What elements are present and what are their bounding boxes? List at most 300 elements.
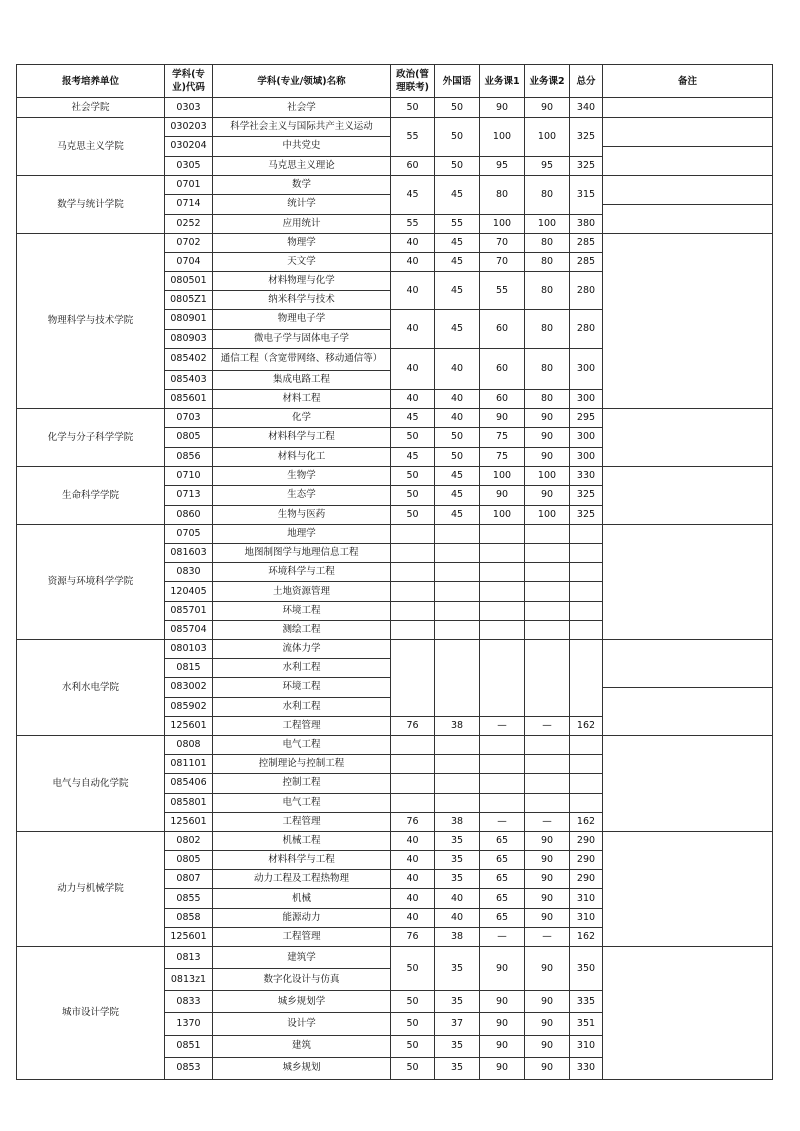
- major-code: 085601: [165, 390, 213, 409]
- header-course2: 业务课2: [525, 65, 570, 98]
- course2-score: 100: [525, 467, 570, 486]
- total-score: 310: [570, 889, 603, 908]
- foreign-language-score: [435, 774, 480, 793]
- major-name: 材料科学与工程: [213, 428, 391, 447]
- major-name: 化学: [213, 409, 391, 428]
- unit-name: 社会学院: [17, 98, 165, 118]
- politics-score: 50: [391, 1035, 435, 1057]
- course2-score: [525, 736, 570, 755]
- major-code: 0856: [165, 447, 213, 466]
- unit-name: 生命科学学院: [17, 467, 165, 525]
- table-row: [17, 176, 773, 195]
- course1-score: [480, 640, 525, 717]
- course1-score: 80: [480, 176, 525, 215]
- major-code: 0710: [165, 467, 213, 486]
- foreign-language-score: 35: [435, 1035, 480, 1057]
- total-score: [570, 620, 603, 639]
- note-segment: [603, 525, 772, 639]
- politics-score: 40: [391, 390, 435, 409]
- note-segment: [603, 409, 772, 466]
- foreign-language-score: 35: [435, 1057, 480, 1079]
- foreign-language-score: [435, 582, 480, 601]
- note-segment: [603, 467, 772, 524]
- major-code: 0805Z1: [165, 291, 213, 310]
- foreign-language-score: 40: [435, 409, 480, 428]
- foreign-language-score: [435, 736, 480, 755]
- major-code: 0714: [165, 195, 213, 214]
- politics-score: 40: [391, 272, 435, 310]
- course1-score: [480, 525, 525, 544]
- foreign-language-score: 55: [435, 214, 480, 233]
- header-foreign-language: 外国语: [435, 65, 480, 98]
- foreign-language-score: 45: [435, 467, 480, 486]
- foreign-language-score: 37: [435, 1013, 480, 1035]
- course1-score: —: [480, 716, 525, 735]
- foreign-language-score: 35: [435, 947, 480, 991]
- major-code: 0703: [165, 409, 213, 428]
- major-name: 流体力学: [213, 640, 391, 659]
- major-code: 085704: [165, 620, 213, 639]
- politics-score: [391, 774, 435, 793]
- course2-score: 90: [525, 889, 570, 908]
- politics-score: [391, 755, 435, 774]
- major-name: 设计学: [213, 1013, 391, 1035]
- course2-score: [525, 582, 570, 601]
- major-code: 080501: [165, 272, 213, 291]
- foreign-language-score: 40: [435, 348, 480, 389]
- major-name: 土地资源管理: [213, 582, 391, 601]
- course1-score: 75: [480, 447, 525, 466]
- course1-score: 90: [480, 1057, 525, 1079]
- major-name: 机械工程: [213, 832, 391, 851]
- unit-name: 数学与统计学院: [17, 176, 165, 234]
- unit-name: 动力与机械学院: [17, 832, 165, 947]
- major-name: 材料工程: [213, 390, 391, 409]
- major-code: 0805: [165, 428, 213, 447]
- major-name: 建筑学: [213, 947, 391, 969]
- total-score: 290: [570, 870, 603, 889]
- politics-score: 76: [391, 927, 435, 946]
- note-cell: [603, 832, 773, 947]
- note-segment: [603, 205, 772, 234]
- foreign-language-score: 38: [435, 927, 480, 946]
- foreign-language-score: [435, 544, 480, 563]
- note-segment: [603, 832, 772, 946]
- foreign-language-score: 38: [435, 716, 480, 735]
- major-name: 水利工程: [213, 697, 391, 716]
- course1-score: [480, 793, 525, 812]
- total-score: 325: [570, 156, 603, 175]
- politics-score: 40: [391, 348, 435, 389]
- politics-score: 50: [391, 1057, 435, 1079]
- total-score: [570, 793, 603, 812]
- major-code: 081603: [165, 544, 213, 563]
- total-score: 330: [570, 467, 603, 486]
- course2-score: 90: [525, 947, 570, 991]
- major-name: 城乡规划: [213, 1057, 391, 1079]
- major-name: 机械: [213, 889, 391, 908]
- course1-score: 65: [480, 832, 525, 851]
- foreign-language-score: [435, 755, 480, 774]
- major-name: 中共党史: [213, 137, 391, 156]
- course1-score: [480, 736, 525, 755]
- header-major: 学科(专业/领域)名称: [213, 65, 391, 98]
- header-code: 学科(专业)代码: [165, 65, 213, 98]
- major-code: 030203: [165, 118, 213, 137]
- total-score: 162: [570, 927, 603, 946]
- major-code: 085902: [165, 697, 213, 716]
- major-name: 材料物理与化学: [213, 272, 391, 291]
- major-name: 环境工程: [213, 678, 391, 697]
- politics-score: 50: [391, 98, 435, 118]
- major-code: 030204: [165, 137, 213, 156]
- major-code: 0808: [165, 736, 213, 755]
- major-code: 0252: [165, 214, 213, 233]
- unit-name: 马克思主义学院: [17, 118, 165, 176]
- total-score: [570, 525, 603, 544]
- note-segment: [603, 176, 772, 205]
- major-code: 0855: [165, 889, 213, 908]
- total-score: 300: [570, 447, 603, 466]
- total-score: 325: [570, 505, 603, 524]
- header-row: [17, 65, 773, 98]
- course2-score: 90: [525, 832, 570, 851]
- course2-score: 80: [525, 272, 570, 310]
- politics-score: 40: [391, 889, 435, 908]
- total-score: 162: [570, 812, 603, 831]
- course2-score: 90: [525, 870, 570, 889]
- course1-score: —: [480, 927, 525, 946]
- course1-score: [480, 774, 525, 793]
- major-name: 微电子学与固体电子学: [213, 329, 391, 348]
- politics-score: 60: [391, 156, 435, 175]
- foreign-language-score: 50: [435, 98, 480, 118]
- total-score: 335: [570, 991, 603, 1013]
- major-code: 083002: [165, 678, 213, 697]
- course2-score: —: [525, 927, 570, 946]
- note-segment: [603, 147, 772, 176]
- politics-score: 50: [391, 505, 435, 524]
- total-score: 380: [570, 214, 603, 233]
- course1-score: 90: [480, 486, 525, 505]
- course1-score: 90: [480, 98, 525, 118]
- course1-score: 90: [480, 1035, 525, 1057]
- course2-score: —: [525, 716, 570, 735]
- major-code: 0813: [165, 947, 213, 969]
- note-segment: [603, 98, 772, 117]
- major-name: 能源动力: [213, 908, 391, 927]
- total-score: 315: [570, 176, 603, 215]
- course1-score: 60: [480, 310, 525, 348]
- total-score: 280: [570, 272, 603, 310]
- course2-score: 80: [525, 310, 570, 348]
- total-score: [570, 601, 603, 620]
- major-name: 纳米科学与技术: [213, 291, 391, 310]
- total-score: 285: [570, 234, 603, 253]
- major-code: 1370: [165, 1013, 213, 1035]
- course2-score: —: [525, 812, 570, 831]
- foreign-language-score: 50: [435, 156, 480, 175]
- note-segment: [603, 688, 772, 736]
- foreign-language-score: 45: [435, 505, 480, 524]
- unit-name: 城市设计学院: [17, 947, 165, 1080]
- table-row: [17, 234, 773, 253]
- politics-score: 40: [391, 851, 435, 870]
- unit-name: 水利水电学院: [17, 640, 165, 736]
- major-code: 0813z1: [165, 969, 213, 991]
- total-score: [570, 736, 603, 755]
- foreign-language-score: 45: [435, 272, 480, 310]
- course2-score: [525, 640, 570, 717]
- total-score: 290: [570, 851, 603, 870]
- header-note: 备注: [603, 65, 773, 98]
- politics-score: 50: [391, 428, 435, 447]
- major-name: 控制工程: [213, 774, 391, 793]
- course2-score: 90: [525, 428, 570, 447]
- total-score: 300: [570, 348, 603, 389]
- politics-score: [391, 640, 435, 717]
- course2-score: [525, 774, 570, 793]
- major-code: 125601: [165, 927, 213, 946]
- politics-score: 45: [391, 176, 435, 215]
- major-code: 125601: [165, 716, 213, 735]
- major-name: 电气工程: [213, 736, 391, 755]
- foreign-language-score: 45: [435, 486, 480, 505]
- table-row: [17, 947, 773, 969]
- major-code: 0805: [165, 851, 213, 870]
- foreign-language-score: [435, 640, 480, 717]
- course2-score: [525, 601, 570, 620]
- note-cell: [603, 736, 773, 832]
- course2-score: 90: [525, 486, 570, 505]
- major-name: 马克思主义理论: [213, 156, 391, 175]
- politics-score: [391, 544, 435, 563]
- major-name: 城乡规划学: [213, 991, 391, 1013]
- major-name: 生态学: [213, 486, 391, 505]
- total-score: [570, 640, 603, 717]
- major-name: 物理学: [213, 234, 391, 253]
- course1-score: 95: [480, 156, 525, 175]
- note-cell: [603, 640, 773, 736]
- course1-score: 90: [480, 947, 525, 991]
- unit-name: 电气与自动化学院: [17, 736, 165, 832]
- course2-score: 80: [525, 234, 570, 253]
- major-code: 0851: [165, 1035, 213, 1057]
- course1-score: 90: [480, 409, 525, 428]
- politics-score: 55: [391, 118, 435, 157]
- header-unit: 报考培养单位: [17, 65, 165, 98]
- politics-score: 40: [391, 832, 435, 851]
- foreign-language-score: 35: [435, 870, 480, 889]
- politics-score: 50: [391, 1013, 435, 1035]
- table-row: [17, 736, 773, 755]
- table-row: [17, 832, 773, 851]
- major-name: 天文学: [213, 253, 391, 272]
- course2-score: 80: [525, 176, 570, 215]
- note-cell: [603, 176, 773, 234]
- course2-score: 90: [525, 851, 570, 870]
- course1-score: [480, 601, 525, 620]
- major-name: 应用统计: [213, 214, 391, 233]
- politics-score: 50: [391, 467, 435, 486]
- politics-score: 40: [391, 310, 435, 348]
- politics-score: 76: [391, 716, 435, 735]
- table-row: [17, 98, 773, 118]
- major-name: 集成电路工程: [213, 371, 391, 390]
- major-code: 085402: [165, 348, 213, 370]
- note-segment: [603, 234, 772, 408]
- foreign-language-score: 45: [435, 176, 480, 215]
- course2-score: 90: [525, 1057, 570, 1079]
- course2-score: 90: [525, 447, 570, 466]
- course1-score: 100: [480, 214, 525, 233]
- course1-score: 65: [480, 889, 525, 908]
- total-score: 310: [570, 908, 603, 927]
- note-cell: [603, 118, 773, 176]
- foreign-language-score: 45: [435, 253, 480, 272]
- politics-score: 40: [391, 253, 435, 272]
- major-code: 080903: [165, 329, 213, 348]
- major-code: 0701: [165, 176, 213, 195]
- major-name: 数学: [213, 176, 391, 195]
- course2-score: 100: [525, 505, 570, 524]
- course2-score: [525, 544, 570, 563]
- politics-score: 76: [391, 812, 435, 831]
- total-score: 330: [570, 1057, 603, 1079]
- unit-name: 资源与环境科学学院: [17, 525, 165, 640]
- major-code: 0705: [165, 525, 213, 544]
- course2-score: 100: [525, 214, 570, 233]
- foreign-language-score: 50: [435, 428, 480, 447]
- table-row: [17, 640, 773, 659]
- politics-score: 45: [391, 409, 435, 428]
- politics-score: 45: [391, 447, 435, 466]
- politics-score: [391, 525, 435, 544]
- politics-score: [391, 582, 435, 601]
- politics-score: 50: [391, 947, 435, 991]
- course1-score: [480, 620, 525, 639]
- total-score: [570, 755, 603, 774]
- course2-score: 80: [525, 348, 570, 389]
- foreign-language-score: 35: [435, 832, 480, 851]
- major-code: 0860: [165, 505, 213, 524]
- major-code: 0815: [165, 659, 213, 678]
- course1-score: [480, 582, 525, 601]
- note-cell: [603, 467, 773, 525]
- major-code: 0702: [165, 234, 213, 253]
- major-name: 统计学: [213, 195, 391, 214]
- major-code: 120405: [165, 582, 213, 601]
- course2-score: 80: [525, 253, 570, 272]
- total-score: 290: [570, 832, 603, 851]
- major-name: 地图制图学与地理信息工程: [213, 544, 391, 563]
- note-segment: [603, 118, 772, 147]
- major-name: 科学社会主义与国际共产主义运动: [213, 118, 391, 137]
- foreign-language-score: [435, 793, 480, 812]
- course2-score: [525, 793, 570, 812]
- major-code: 085403: [165, 371, 213, 390]
- foreign-language-score: 35: [435, 991, 480, 1013]
- major-code: 081101: [165, 755, 213, 774]
- foreign-language-score: 40: [435, 390, 480, 409]
- foreign-language-score: 50: [435, 447, 480, 466]
- course2-score: 90: [525, 908, 570, 927]
- header-total: 总分: [570, 65, 603, 98]
- major-name: 地理学: [213, 525, 391, 544]
- major-name: 物理电子学: [213, 310, 391, 329]
- course1-score: 60: [480, 390, 525, 409]
- politics-score: 55: [391, 214, 435, 233]
- major-name: 数字化设计与仿真: [213, 969, 391, 991]
- table-row: [17, 409, 773, 428]
- course1-score: 100: [480, 505, 525, 524]
- note-cell: [603, 947, 773, 1080]
- major-name: 水利工程: [213, 659, 391, 678]
- foreign-language-score: 45: [435, 310, 480, 348]
- total-score: 300: [570, 428, 603, 447]
- major-code: 0713: [165, 486, 213, 505]
- major-name: 生物学: [213, 467, 391, 486]
- total-score: [570, 544, 603, 563]
- course1-score: [480, 563, 525, 582]
- major-code: 0853: [165, 1057, 213, 1079]
- course1-score: 60: [480, 348, 525, 389]
- course1-score: 65: [480, 908, 525, 927]
- total-score: 340: [570, 98, 603, 118]
- foreign-language-score: 40: [435, 908, 480, 927]
- unit-name: 化学与分子科学学院: [17, 409, 165, 467]
- major-name: 材料与化工: [213, 447, 391, 466]
- major-code: 125601: [165, 812, 213, 831]
- politics-score: [391, 620, 435, 639]
- major-name: 材料科学与工程: [213, 851, 391, 870]
- politics-score: 40: [391, 870, 435, 889]
- major-code: 0704: [165, 253, 213, 272]
- admission-score-table: [16, 64, 773, 1080]
- major-name: 工程管理: [213, 812, 391, 831]
- major-code: 0830: [165, 563, 213, 582]
- major-name: 工程管理: [213, 716, 391, 735]
- politics-score: [391, 563, 435, 582]
- foreign-language-score: 40: [435, 889, 480, 908]
- major-name: 测绘工程: [213, 620, 391, 639]
- course1-score: —: [480, 812, 525, 831]
- course2-score: 90: [525, 991, 570, 1013]
- politics-score: 40: [391, 908, 435, 927]
- politics-score: 50: [391, 991, 435, 1013]
- note-cell: [603, 525, 773, 640]
- table-row: [17, 525, 773, 544]
- course1-score: 65: [480, 851, 525, 870]
- foreign-language-score: [435, 620, 480, 639]
- course1-score: 70: [480, 234, 525, 253]
- major-name: 电气工程: [213, 793, 391, 812]
- course1-score: 100: [480, 467, 525, 486]
- table-body: [17, 98, 773, 1080]
- total-score: [570, 582, 603, 601]
- major-code: 0833: [165, 991, 213, 1013]
- course1-score: 90: [480, 1013, 525, 1035]
- major-name: 动力工程及工程热物理: [213, 870, 391, 889]
- course2-score: 90: [525, 1035, 570, 1057]
- politics-score: [391, 601, 435, 620]
- major-code: 0303: [165, 98, 213, 118]
- foreign-language-score: 38: [435, 812, 480, 831]
- major-code: 0858: [165, 908, 213, 927]
- major-code: 080901: [165, 310, 213, 329]
- note-cell: [603, 98, 773, 118]
- course2-score: [525, 563, 570, 582]
